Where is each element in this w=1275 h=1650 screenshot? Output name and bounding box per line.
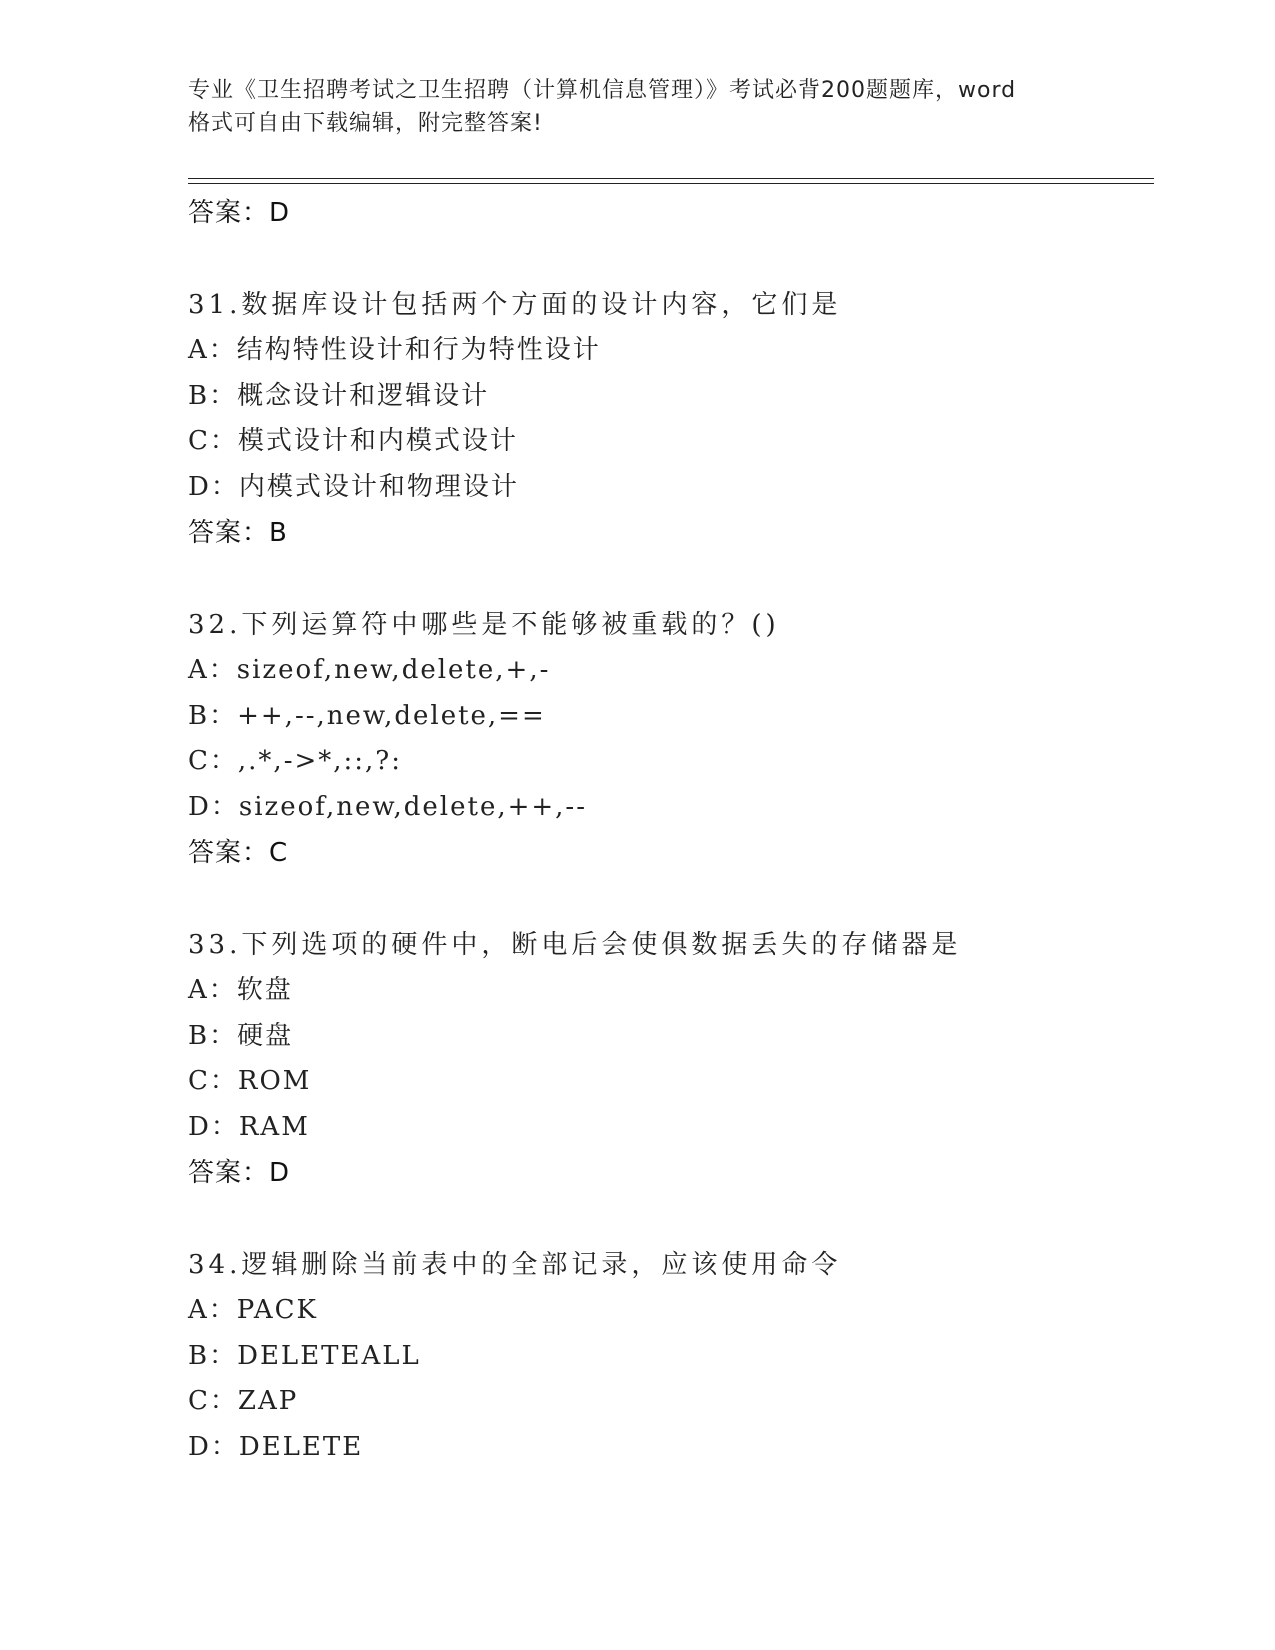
option-b: B：概念设计和逻辑设计	[188, 380, 490, 411]
question-stem: 32.下列运算符中哪些是不能够被重载的？()	[188, 610, 780, 640]
question-31	[188, 282, 1148, 556]
question-list	[188, 190, 1148, 1470]
option-c: C：ROM	[188, 1066, 312, 1096]
option-c: C：ZAP	[188, 1386, 299, 1416]
question-34	[188, 1242, 1148, 1470]
document-header	[188, 74, 1088, 140]
answer-line: 答案：C	[188, 838, 289, 868]
option-d: D：DELETE	[188, 1431, 364, 1462]
header-line-2: 格式可自由下载编辑，附完整答案!	[188, 111, 543, 136]
option-a: A：PACK	[188, 1295, 318, 1325]
option-b: B：DELETEALL	[188, 1340, 421, 1371]
option-b: B：硬盘	[188, 1020, 294, 1051]
header-divider-top	[188, 178, 1154, 179]
option-a: A：sizeof,new,delete,+,-	[188, 655, 551, 685]
answer-line: 答案：D	[188, 1158, 291, 1188]
question-stem: 33.下列选项的硬件中，断电后会使俱数据丢失的存储器是	[188, 930, 962, 960]
question-stem: 31.数据库设计包括两个方面的设计内容，它们是	[188, 290, 842, 320]
question-32	[188, 602, 1148, 876]
question-33	[188, 922, 1148, 1196]
question-stem: 34.逻辑删除当前表中的全部记录，应该使用命令	[188, 1250, 842, 1280]
header-line-1: 专业《卫生招聘考试之卫生招聘（计算机信息管理）》考试必背200题题库，word	[188, 78, 1017, 103]
option-d: D：RAM	[188, 1111, 310, 1142]
option-a: A：结构特性设计和行为特性设计	[188, 335, 601, 365]
answer-line: 答案：B	[188, 518, 288, 548]
answer-line: 答案：D	[188, 198, 291, 228]
option-a: A：软盘	[188, 975, 293, 1005]
header-divider-bottom	[188, 183, 1154, 184]
option-c: C：,.*,->*,::,?:	[188, 746, 403, 776]
option-d: D：内模式设计和物理设计	[188, 471, 519, 502]
option-b: B：++,--,new,delete,==	[188, 700, 546, 731]
option-d: D：sizeof,new,delete,++,--	[188, 791, 588, 822]
option-c: C：模式设计和内模式设计	[188, 426, 518, 456]
